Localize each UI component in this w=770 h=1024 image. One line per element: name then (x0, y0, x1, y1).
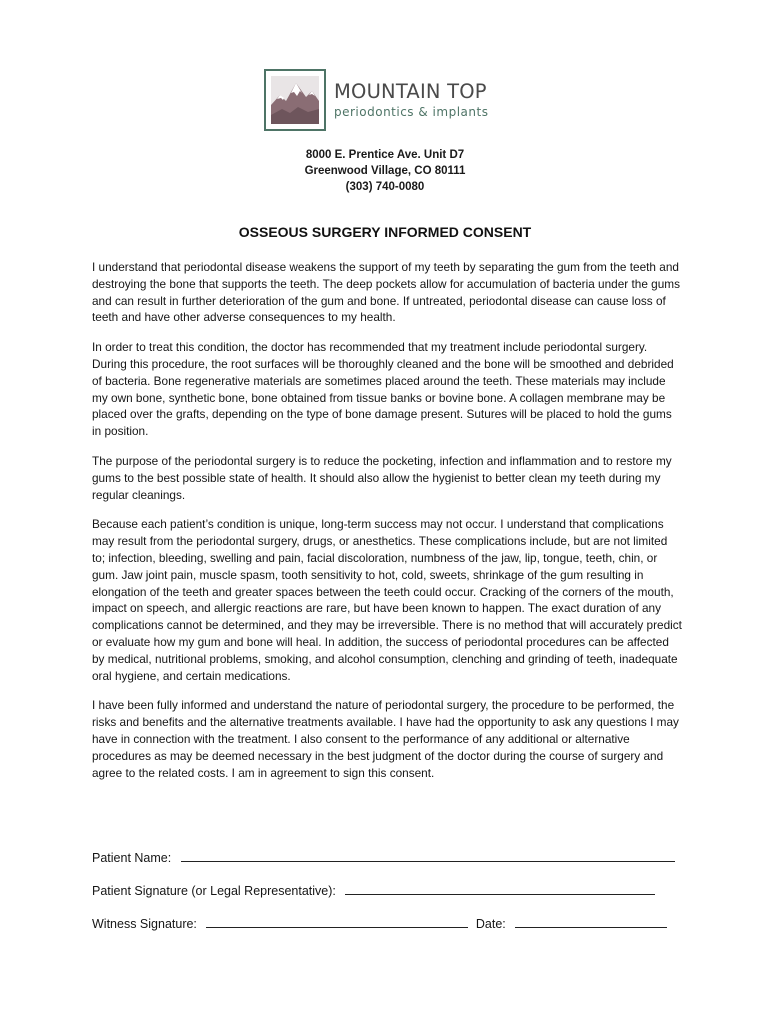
patient-signature-label: Patient Signature (or Legal Representative): (92, 884, 336, 898)
patient-signature-field[interactable] (345, 882, 655, 895)
paragraph-treatment: In order to treat this condition, the doctor has recommended that my treatment include periodontal surgery. During this procedure, the root surfaces will be thoroughly cleaned and the bone will be smoothed and debrided of bacteria. Bone regenerative materials are sometimes placed around the teeth. These materials may include my own bone, synthetic bone, bone obtained from tissue banks or bovine bone. A collagen membrane may be placed over the grafts, depending on the type of bone damage present. Sutures will be placed to hold the gums in position. (92, 340, 674, 439)
consent-body (92, 259, 682, 794)
witness-signature-row (92, 915, 682, 932)
address-street: 8000 E. Prentice Ave. Unit D7 (305, 149, 465, 161)
paragraph-purpose: The purpose of the periodontal surgery is to reduce the pocketing, infection and inflammation and to restore my gums to the best possible state of health. It should also allow the hygienist to better clean my teeth during my regular cleanings. (92, 453, 672, 502)
witness-signature-label: Witness Signature: (92, 917, 197, 931)
address-phone: (303) 740-0080 (345, 181, 425, 193)
mountain-logo-icon (264, 69, 326, 131)
patient-signature-row (92, 882, 682, 899)
witness-signature-field[interactable] (206, 915, 468, 928)
logo-subtitle: periodontics & implants (334, 105, 489, 119)
document-title: OSSEOUS SURGERY INFORMED CONSENT (238, 224, 532, 240)
date-field[interactable] (515, 915, 667, 928)
paragraph-consent: I have been fully informed and understand the nature of periodontal surgery, the procedure to be performed, the risks and benefits and the alternative treatments available. I have had the opportunity to ask any questions I may have in connection with the treatment. I also consent to the performance of any additional or alternative procedures as may be deemed necessary in the best judgment of the doctor during the course of surgery and agree to the related costs. I am in agreement to sign this consent. (92, 698, 679, 780)
patient-name-field[interactable] (181, 849, 675, 862)
logo-name: MOUNTAIN TOP (334, 80, 487, 103)
date-label: Date: (475, 917, 506, 931)
patient-name-label: Patient Name: (92, 851, 172, 865)
address-city: Greenwood Village, CO 80111 (304, 165, 466, 177)
patient-name-row (92, 849, 682, 866)
paragraph-disease: I understand that periodontal disease weakens the support of my teeth by separating the gum from the teeth and destroying the bone that supports the teeth. The deep pockets allow for accumulation of bacteria under the gums and can result in further deterioration of the gum and bone. If untreated, periodontal disease can cause loss of teeth and have other adverse consequences to my health. (92, 260, 681, 325)
practice-address (0, 147, 770, 195)
practice-logo (264, 69, 524, 133)
paragraph-complications: Because each patient’s condition is unique, long-term success may not occur. I understand that complications may result from the periodontal surgery, drugs, or anesthetics. These complications include, but are not limited to; infection, bleeding, swelling and pain, facial discoloration, numbness of the jaw, lip, tongue, teeth, chin, or gum. Jaw joint pain, muscle spasm, tooth sensitivity to hot, cold, sweets, shrinkage of the gum resulting in elongation of the teeth and greater spaces between the teeth could occur. Cracking of the corners of the mouth, impact on speech, and allergic reactions are rare, but have been known to happen. The exact duration of any complications cannot be determined, and they may be irreversible. There is no method that will accurately predict or evaluate how my gum and bone will heal. In addition, the success of periodontal procedures can be affected by medical, nutritional problems, smoking, and alcohol consumption, clenching and grinding of teeth, inadequate oral hygiene, and certain medications. (92, 517, 682, 683)
